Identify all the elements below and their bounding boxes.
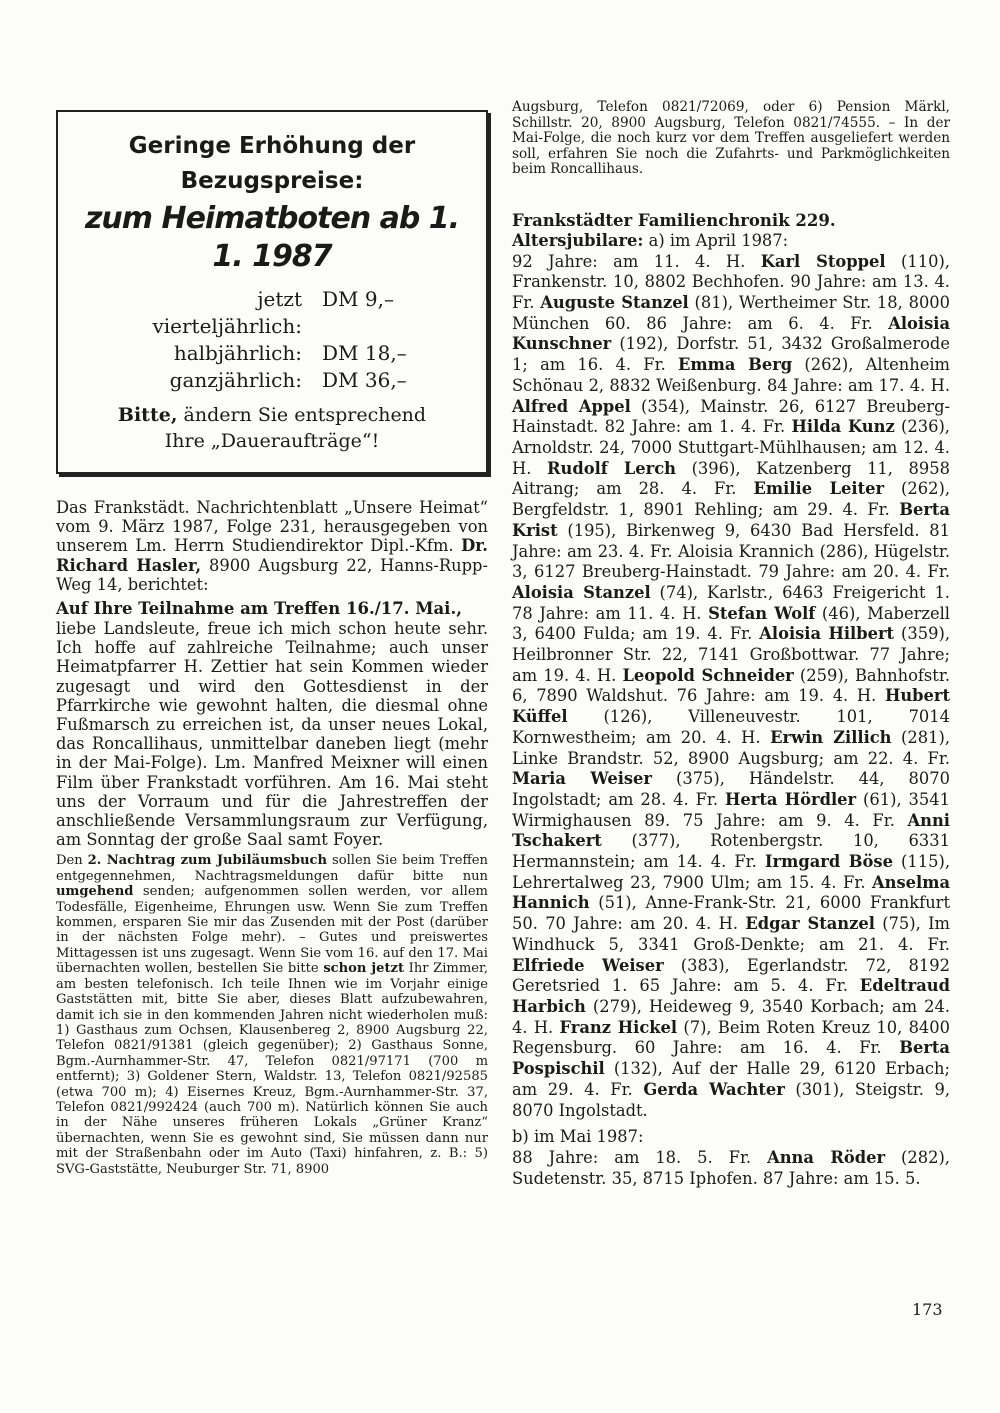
- jubilee-detail: (301), Steigstr. 9, 8070 Ingolstadt.: [512, 1079, 950, 1120]
- intro-paragraph: [56, 498, 488, 594]
- jubilee-detail: (262), Altenheim Schönau 2, 8832 Weißenburg. 84 Jahre: am 17. 4. H.: [512, 355, 950, 395]
- jubilarian-name: Auguste Stanzel: [540, 293, 689, 313]
- jubilarian-name: Edgar Stanzel: [745, 914, 875, 934]
- rate-label: jetzt vierteljährlich:: [152, 287, 302, 338]
- notice-title-line1: Geringe Erhöhung der: [128, 133, 416, 159]
- jubilarian-name: Stefan Wolf: [708, 603, 816, 623]
- jubilarian-name: Berta Pospischil: [512, 1038, 950, 1079]
- supplement-paragraph: [56, 853, 488, 1177]
- jubilee-detail: 92 Jahre: am 11. 4. H.: [512, 251, 761, 271]
- jubilarian-name: Berta Krist: [512, 500, 950, 540]
- intro-text-b: 8900 Augsburg 22, Hanns-Rupp-Weg 14, berichtet:: [56, 555, 488, 594]
- jubilee-subheading: [512, 231, 950, 252]
- jubilee-detail: (195), Birkenweg 9, 6430 Bad Hersfeld. 81 Jahre: am 23. 4. Fr. Aloisia Krannich (286), Hügelstr. 3, 6127 Breuberg-Hainstadt. 79 Jahre: am 20. 4. Fr.: [512, 520, 950, 582]
- jubilee-period: a) im April 1987:: [648, 230, 789, 250]
- jubilarian-name: Hilda Kunz: [791, 417, 895, 437]
- rate-label: halbjährlich:: [173, 341, 302, 365]
- jubilee-detail: 88 Jahre: am 18. 5. Fr.: [512, 1147, 768, 1167]
- jubilarian-name: Karl Stoppel: [760, 251, 886, 271]
- jubilarian-name: Anna Röder: [767, 1147, 886, 1167]
- jubilee-detail: (262), Bergfeldstr. 1, 8901 Rehling; am 29. 4. Fr.: [512, 479, 951, 520]
- text-span: senden; aufgenommen sollen werden, vor allem Todesfälle, Eigenheime, Ehrungen usw. Wenn Sie zum Treffen kommen, ersparen Sie mir das Zusenden mit der Post (darüber in der nächsten Folge mehr). – Gutes und preiswertes Mittagessen ist uns zugesagt. Wenn Sie vom 16. auf den 17. Mai übernachten wollen, bestellen Sie bitte: [56, 884, 488, 977]
- jubilarian-name: Aloisia Stanzel: [512, 582, 651, 602]
- jubilee-detail: (375), Händelstr. 44, 8070 Ingolstadt; am 28. 4. Fr.: [512, 769, 950, 809]
- jubilarian-name: Alfred Appel: [512, 396, 631, 416]
- jubilee-detail: (279), Heideweg 9, 3540 Korbach; am 24. 4. H.: [512, 996, 950, 1037]
- text-span: sollen Sie beim Treffen entgegennehmen, Nachtragsmeldungen dafür bitte nun: [56, 853, 488, 884]
- jubilee-detail: (359), Heilbronner Str. 22, 7141 Großbottwar. 77 Jahre; am 19. 4. H.: [512, 624, 951, 685]
- jubilee-detail: (396), Katzenberg 11, 8958 Aitrang; am 28. 4. Fr.: [512, 458, 950, 499]
- bold-span: umgehend: [56, 884, 134, 900]
- jubilarian-name: Gerda Wachter: [643, 1079, 785, 1099]
- jubilee-label: Altersjubilare:: [512, 230, 644, 250]
- jubilarian-name: Franz Hickel: [559, 1017, 678, 1037]
- jubilarian-name: Maria Weiser: [512, 769, 652, 789]
- notice-subtitle: zum Heimatboten ab 1. 1. 1987: [84, 201, 460, 274]
- jubilee-detail: (354), Mainstr. 26, 6127 Breuberg-Hainstadt. 82 Jahre: am 1. 4. Fr.: [512, 396, 950, 437]
- right-column: [512, 100, 950, 1189]
- jubilee-detail: (46), Maberzell 3, 6400 Fulda; am 19. 4. Fr.: [512, 603, 950, 644]
- jubilarian-name: Anni Tschakert: [512, 810, 950, 851]
- notice-call-bold: Bitte,: [117, 404, 178, 426]
- rate-value: DM 36,–: [322, 368, 407, 392]
- jubilarian-name: Irmgard Böse: [764, 852, 893, 872]
- april-jubilees: [512, 252, 950, 1122]
- jubilee-detail: (236), Arnoldstr. 24, 7000 Stuttgart-Mühlhausen; am 12. 4. H.: [512, 417, 950, 478]
- jubilee-detail: (74), Karlstr., 6463 Freigericht 1. 78 Jahre: am 11. 4. H.: [512, 582, 950, 623]
- rate-label: ganzjährlich:: [169, 368, 302, 392]
- jubilarian-name: Emilie Leiter: [753, 479, 885, 499]
- text-span: Ihr Zimmer, am besten telefonisch. Ich teile Ihnen wie im Vorjahr einige Gaststätten mit, bitte Sie aber, dieses Blatt aufzubewahren, damit ich sie in den kommenden Jahren nicht wiederholen muß: 1) Gasthaus zum Ochsen, Klausenbereg 2, 8900 Augsburg 22, Telefon 0821/91381 (gleich gegenüber); 2) Gasthaus Sonne, Bgm.-Aurnhammer-Str. 47, Telefon 0821/97171 (700 m entfernt); 3) Goldener Stern, Waldstr. 13, Telefon 0821/92585 (etwa 700 m); 4) Eisernes Kreuz, Bgm.-Aurnhammer-Str. 37, Telefon 0821/992424 (auch 700 m). Natürlich können Sie auch in der Nähe unseres früheren Lokals „Grüner Kranz“ übernachten, wenn Sie es gewohnt sind, Sie müssen dann nur mit der Straßenbahn oder im Auto (Taxi) hinfahren, z. B.: 5) SVG-Gaststätte, Neuburger Str. 71, 8900: [56, 961, 488, 1177]
- jubilee-detail: (7), Beim Roten Kreuz 10, 8400 Regensburg. 60 Jahre: am 16. 4. Fr.: [512, 1017, 950, 1058]
- jubilee-detail: (192), Dorfstr. 51, 3432 Großalmerode 1; am 16. 4. Fr.: [512, 334, 950, 375]
- jubilarian-name: Emma Berg: [677, 355, 793, 375]
- jubilee-detail: (81), Wertheimer Str. 18, 8000 München 60. 86 Jahre: am 6. 4. Fr.: [512, 293, 951, 333]
- jubilarian-name: Herta Hördler: [725, 789, 857, 809]
- rate-row: [68, 367, 476, 394]
- jubilarian-name: Rudolf Lerch: [546, 458, 676, 478]
- notice-call-text: ändern Sie entsprechend: [183, 404, 427, 426]
- jubilarian-name: Aloisia Kunschner: [512, 313, 950, 354]
- jubilarian-name: Elfriede Weiser: [512, 955, 664, 975]
- jubilee-detail: (281), Linke Brandstr. 52, 8900 Augsburg; am 22. 4. Fr.: [512, 727, 950, 768]
- jubilee-detail: (126), Villeneuvestr. 101, 7014 Kornwestheim; am 20. 4. H.: [512, 707, 950, 747]
- jubilee-detail: (383), Egerlandstr. 72, 8192 Geretsried 1. 65 Jahre: am 5. 4. Fr.: [512, 955, 950, 996]
- meeting-heading: Auf Ihre Teilnahme am Treffen 16./17. Mai.,: [56, 599, 462, 619]
- jubilee-detail: (132), Auf der Halle 29, 6120 Erbach; am 29. 4. Fr.: [512, 1059, 950, 1099]
- page-number: 173: [912, 1300, 943, 1319]
- jubilee-detail: (110), Frankenstr. 10, 8802 Bechhofen. 90 Jahre: am 13. 4. Fr.: [512, 251, 950, 313]
- notice-title-line2: Bezugspreise:: [180, 168, 364, 194]
- jubilarian-name: Erwin Zillich: [770, 727, 892, 747]
- jubilee-detail: (61), 3541 Wirmighausen 89. 75 Jahre: am 9. 4. Fr.: [512, 789, 950, 830]
- jubilee-detail: (377), Rotenbergstr. 10, 6331 Hermannstein; am 14. 4. Fr.: [512, 831, 950, 872]
- jubilee-detail: (75), Im Windhuck 5, 3341 Groß-Denkte; am 21. 4. Fr.: [512, 914, 950, 954]
- jubilee-detail: (282), Sudetenstr. 35, 8715 Iphofen. 87 Jahre: am 15. 5.: [512, 1147, 950, 1188]
- chronicle-heading: Frankstädter Familienchronik 229.: [512, 210, 836, 230]
- notice-call-to-action: [68, 402, 476, 454]
- author-name: Dr. Richard Hasler,: [56, 536, 488, 575]
- rate-value: DM 9,–: [322, 287, 394, 311]
- jubilarian-name: Anselma Hannich: [512, 872, 950, 913]
- may-jubilees: [512, 1148, 950, 1189]
- rate-value: DM 18,–: [322, 341, 407, 365]
- rate-row: [68, 286, 476, 340]
- continuation-paragraph: Augsburg, Telefon 0821/72069, oder 6) Pension Märkl, Schillstr. 20, 8900 Augsburg, Telefon 0821/74555. – In der Mai-Folge, die noch kurz vor dem Treffen ausgeliefert werden soll, erfahren Sie noch die Zufahrts- und Parkmöglichkeiten beim Roncallihaus.: [512, 99, 950, 178]
- jubilee-detail: (51), Anne-Frank-Str. 21, 6000 Frankfurt 50. 70 Jahre: am 20. 4. H.: [512, 893, 950, 934]
- may-heading: b) im Mai 1987:: [512, 1127, 644, 1147]
- jubilarian-name: Hubert Küffel: [512, 686, 950, 727]
- bold-span: schon jetzt: [323, 961, 405, 977]
- price-notice-box: [56, 110, 488, 474]
- jubilee-detail: (115), Lehrertalweg 23, 7900 Ulm; am 15. 4. Fr.: [512, 852, 950, 892]
- meeting-body: liebe Landsleute, freue ich mich schon heute sehr. Ich hoffe auf zahlreiche Teilnahme; auch unser Heimatpfarrer H. Zettier hat sein Kommen wieder zugesagt und wird den Gottesdienst in der Pfarrkirche wie gewohnt halten, die diesmal ohne Fußmarsch zu erreichen ist, da unser neues Lokal, das Roncallihaus, unmittelbar daneben liegt (mehr in der Mai-Folge). Lm. Manfred Meixner will einen Film über Frankstadt vorführen. Am 16. Mai steht uns der Vorraum und für die Jahrestreffen der anschließende Versammlungsraum zur Verfügung, am Sonntag der große Saal samt Foyer.: [56, 619, 488, 850]
- left-column: [56, 100, 488, 1177]
- rate-row: [68, 340, 476, 367]
- jubilarian-name: Aloisia Hilbert: [759, 624, 895, 644]
- bold-span: 2. Nachtrag zum Jubiläumsbuch: [87, 853, 328, 869]
- jubilarian-name: Edeltraud Harbich: [512, 976, 950, 1016]
- intro-text-a: Das Frankstädt. Nachrichtenblatt „Unsere Heimat“ vom 9. März 1987, Folge 231, herausgegeben von unserem Lm. Herrn Studiendirektor Dipl.-Kfm.: [56, 498, 488, 556]
- jubilarian-name: Leopold Schneider: [622, 665, 794, 685]
- jubilee-detail: (259), Bahnhofstr. 6, 7890 Waldshut. 76 Jahre: am 19. 4. H.: [512, 665, 950, 706]
- notice-call-line2: Ihre „Daueraufträge“!: [164, 430, 380, 452]
- text-span: Den: [56, 853, 83, 869]
